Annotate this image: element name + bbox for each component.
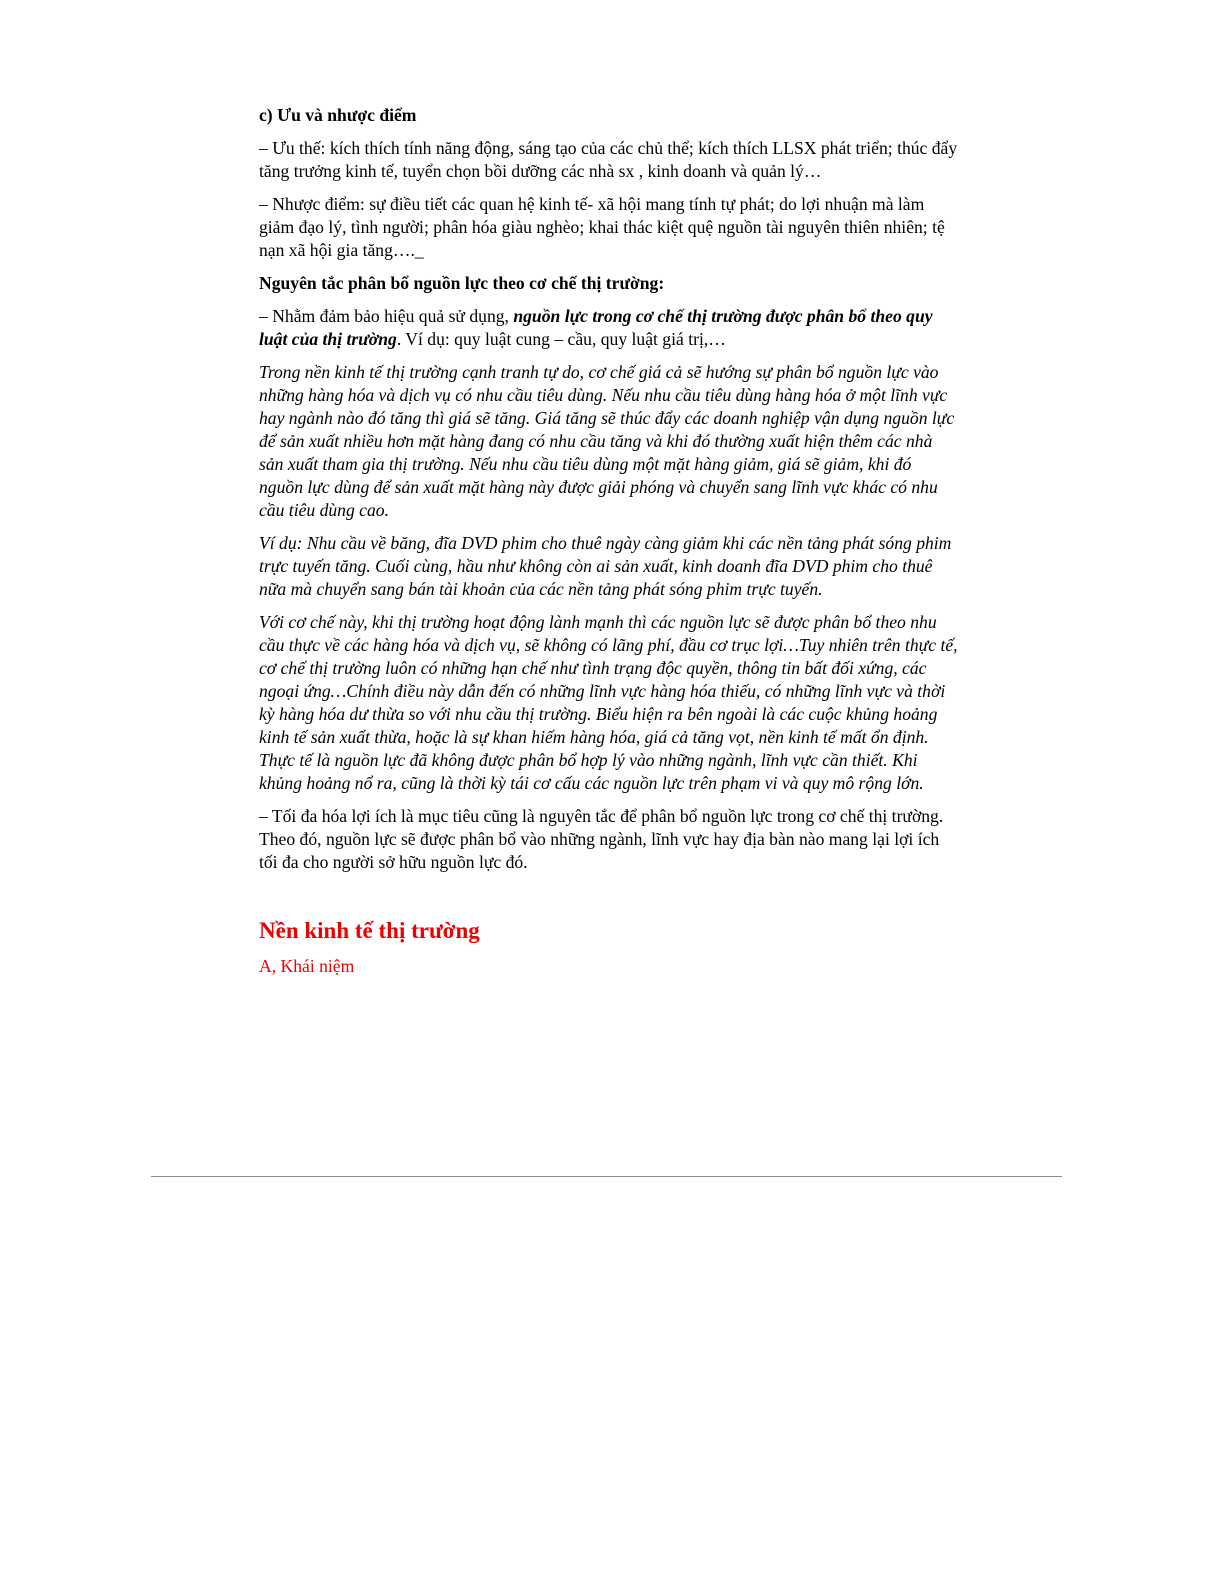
maximize-benefit-paragraph: – Tối đa hóa lợi ích là mục tiêu cũng là nguyên tắc để phân bổ nguồn lực trong cơ chế thị trường. Theo đó, nguồn lực sẽ được phân bổ vào những ngành, lĩnh vực hay địa bàn nào mang lại lợi ích tối đa cho người sở hữu nguồn lực đó.	[259, 806, 944, 872]
allocation-paragraph-1	[259, 305, 959, 351]
advantages-paragraph: – Ưu thế: kích thích tính năng động, sáng tạo của các chủ thể; kích thích LLSX phát triển; thúc đẩy tăng trưởng kinh tế, tuyển chọn bồi dưỡng các nhà sx , kinh doanh và quản lý…	[259, 138, 958, 181]
disadvantages-text: – Nhược điểm: sự điều tiết các quan hệ kinh tế- xã hội mang tính tự phát; do lợi nhuận mà làm giảm đạo lý, tình người; phân hóa giàu nghèo; khai thác kiệt quệ nguồn tài nguyên thiên nhiên; tệ nạn xã hội gia tăng…	[259, 194, 945, 260]
example-paragraph: Ví dụ: Nhu cầu về băng, đĩa DVD phim cho thuê ngày càng giảm khi các nền tảng phát sóng phim trực tuyến tăng. Cuối cùng, hầu như không còn ai sản xuất, kinh doanh đĩa DVD phim cho thuê nữa mà chuyển sang bán tài khoản của các nền tảng phát sóng phim trực tuyến.	[259, 533, 952, 599]
mechanism-paragraph: Với cơ chế này, khi thị trường hoạt động lành mạnh thì các nguồn lực sẽ được phân bổ theo nhu cầu thực về các hàng hóa và dịch vụ, sẽ không có lãng phí, đầu cơ trục lợi…Tuy nhiên trên thực tế, cơ chế thị trường luôn có những hạn chế như tình trạng độc quyền, thông tin bất đối xứng, các ngoại ứng…Chính điều này dẫn đến có những lĩnh vực hàng hóa thiếu, có những lĩnh vực và thời kỳ hàng hóa dư thừa so với nhu cầu thị trường. Biểu hiện ra bên ngoài là các cuộc khủng hoảng kinh tế sản xuất thừa, hoặc là sự khan hiếm hàng hóa, giá cả tăng vọt, nền kinh tế mất ổn định. Thực tế là nguồn lực đã không được phân bổ hợp lý vào những ngành, lĩnh vực cần thiết. Khi khủng hoảng nổ ra, cũng là thời kỳ tái cơ cấu các nguồn lực trên phạm vi và quy mô rộng lớn.	[259, 612, 958, 793]
section-c-heading: c) Ưu và nhược điểm	[259, 105, 417, 125]
document-page	[259, 104, 959, 978]
p1-tail: . Ví dụ: quy luật cung – cầu, quy luật giá trị,…	[396, 329, 726, 349]
p1-lead: – Nhằm đảm bảo hiệu quả sử dụng,	[259, 306, 514, 326]
market-economy-heading: Nền kinh tế thị trường	[259, 918, 480, 943]
page-divider	[151, 1176, 1062, 1177]
allocation-heading: Nguyên tắc phân bổ nguồn lực theo cơ chế thị trường:	[259, 273, 665, 293]
concept-subheading: A, Khái niệm	[259, 956, 355, 976]
p1-emphasis: nguồn lực trong cơ chế thị trường được phân bổ theo quy luật của thị trường	[259, 306, 933, 349]
allocation-paragraph-2: Trong nền kinh tế thị trường cạnh tranh tự do, cơ chế giá cả sẽ hướng sự phân bổ nguồn lực vào những hàng hóa và dịch vụ có nhu cầu tiêu dùng. Nếu nhu cầu tiêu dùng hàng hóa ở một lĩnh vực hay ngành nào đó tăng thì giá sẽ tăng. Giá tăng sẽ thúc đẩy các doanh nghiệp vận dụng nguồn lực để sản xuất nhiều hơn mặt hàng đang có nhu cầu tăng và khi đó thường xuất hiện thêm các nhà sản xuất tham gia thị trường. Nếu nhu cầu tiêu dùng một mặt hàng giảm, giá sẽ giảm, khi đó nguồn lực dùng để sản xuất mặt hàng này được giải phóng và chuyển sang lĩnh vực khác có nhu cầu tiêu dùng cao.	[259, 362, 955, 520]
disadvantages-tail: ._	[410, 240, 424, 260]
disadvantages-paragraph	[259, 193, 959, 262]
